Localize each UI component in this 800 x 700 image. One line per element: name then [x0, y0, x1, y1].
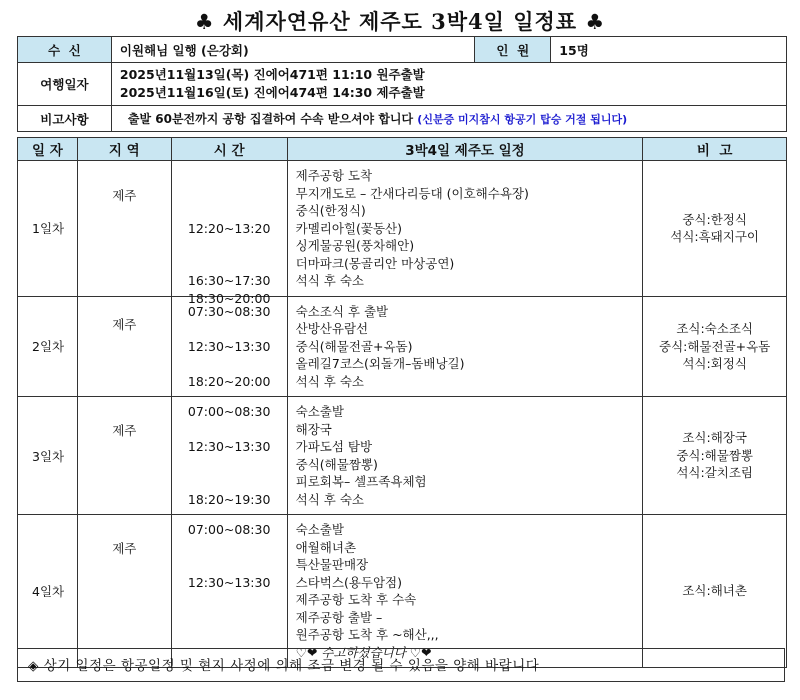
col-header-region: 지 역 [77, 138, 171, 161]
travel-line-return: 2025년11월16일(토) 진에어474편 14:30 제주출발 [119, 85, 425, 100]
people-value: 15명 [551, 37, 787, 63]
note-column [643, 397, 787, 515]
activity-line: 스타벅스(용두암점) [295, 574, 402, 590]
activity-line: 애월해녀촌 [295, 539, 357, 555]
activity-line: 중식(해물전골+옥돔) [295, 338, 413, 354]
time-line: 18:20~19:30 [187, 491, 271, 507]
note-line: 석식:갈치조림 [676, 465, 753, 481]
activity-line: 카멜리아힐(꽃동산) [295, 220, 402, 236]
time-line [180, 556, 279, 574]
remarks-cell [111, 106, 786, 132]
day-label: 3일차 [18, 397, 78, 515]
people-label: 인 원 [475, 37, 551, 63]
time-column [171, 296, 287, 397]
info-table [17, 36, 787, 132]
activity-line: 무지개도로 – 간새다리등대 (이호해수욕장) [295, 185, 529, 201]
time-column [171, 397, 287, 515]
col-header-note: 비 고 [643, 138, 787, 161]
note-line: 조식:해장국 [682, 430, 747, 446]
activity-column [287, 515, 643, 668]
activity-line: 숙소조식 후 출발 [295, 303, 389, 319]
travel-label: 여행일자 [18, 63, 112, 106]
time-line [180, 202, 279, 220]
table-row [18, 515, 787, 668]
remarks-text: 출발 60분전까지 공항 집결하여 수속 받으셔야 합니다 [127, 112, 414, 126]
time-line [180, 421, 279, 439]
activity-line: 싱게물공원(풍차해안) [295, 238, 415, 253]
activity-line: 중식(한정식) [295, 203, 366, 218]
time-line [180, 167, 279, 185]
time-column [171, 515, 287, 668]
time-line: 16:30~17:30 [187, 273, 271, 288]
time-line: 07:30~08:30 [187, 303, 271, 319]
time-line: 18:30~20:00 [187, 290, 271, 306]
travel-dates [111, 63, 786, 106]
activity-line: ♡❤ 수고하셨습니다 ♡❤ [295, 644, 432, 660]
activity-line: 더마파크(몽골리안 마상공연) [295, 255, 455, 271]
activity-line: 제주공항 도착 후 수속 [295, 592, 417, 607]
footer-notice: ◈ 상기 일정은 항공일정 및 현지 사정에 의해 조금 변경 될 수 있음을 양해 바랍니다 [17, 648, 785, 682]
time-line: 12:30~13:30 [187, 439, 271, 454]
time-line: 18:20~20:00 [187, 373, 271, 389]
activity-line: 숙소출발 [295, 522, 344, 537]
time-line [180, 237, 279, 255]
activity-line: 석식 후 숙소 [295, 373, 364, 389]
region-label: 제주 [77, 515, 171, 668]
activity-column [287, 296, 643, 397]
time-line: 07:00~08:30 [187, 522, 271, 537]
region-label: 제주 [77, 161, 171, 297]
activity-line: 원주공항 도착 후 ~해산,,, [295, 627, 439, 642]
col-header-schedule: 3박4일 제주도 일정 [287, 138, 643, 161]
note-line: 조식:해녀촌 [682, 583, 747, 599]
col-header-time: 시 간 [171, 138, 287, 161]
col-header-day: 일 자 [18, 138, 78, 161]
remarks-label: 비고사항 [18, 106, 112, 132]
day-label: 2일차 [18, 296, 78, 397]
recipient-value: 이원해님 일행 (은강회) [111, 37, 474, 63]
travel-line-outbound: 2025년11월13일(목) 진에어471편 11:10 원주출발 [119, 67, 425, 82]
activity-line: 올레길7코스(외돌개–돔배낭길) [295, 356, 465, 371]
note-line: 조식:숙소조식 [676, 321, 753, 336]
time-line [180, 255, 279, 273]
recipient-label: 수 신 [18, 37, 112, 63]
note-line: 중식:해물짬뽕 [676, 447, 753, 463]
note-line: 중식:해물전골+옥돔 [659, 338, 771, 354]
region-label: 제주 [77, 296, 171, 397]
schedule-table [17, 137, 787, 668]
time-line: 12:30~13:30 [187, 574, 271, 590]
note-column [643, 515, 787, 668]
activity-column [287, 161, 643, 297]
activity-line: 제주공항 출발 – [295, 609, 383, 625]
activity-column [287, 397, 643, 515]
note-column [643, 296, 787, 397]
note-column [643, 161, 787, 297]
activity-line: 해장국 [295, 421, 332, 437]
time-line: 12:20~13:20 [187, 220, 271, 236]
time-column [171, 161, 287, 306]
activity-line: 제주공항 도착 [295, 168, 373, 183]
table-row [18, 296, 787, 397]
time-line [180, 320, 279, 338]
time-line [180, 355, 279, 373]
page-title: ♣ 세계자연유산 제주도 3박4일 일정표 ♣ [194, 9, 606, 34]
activity-line: 중식(해물짬뽕) [295, 456, 378, 472]
time-line [180, 456, 279, 474]
time-line [180, 185, 279, 203]
time-line: 12:30~13:30 [187, 338, 271, 354]
remarks-notice: (신분증 미지참시 항공기 탑승 거절 됩니다) [417, 113, 628, 126]
time-line: 07:00~08:30 [187, 404, 271, 419]
activity-line: 석식 후 숙소 [295, 491, 364, 507]
activity-line: 특산물판매장 [295, 557, 369, 572]
activity-line: 숙소출발 [295, 404, 344, 419]
note-line: 석식:회정식 [682, 356, 747, 371]
activity-line: 피로회복– 셀프족욕체험 [295, 474, 427, 489]
note-line: 중식:한정식 [682, 211, 747, 227]
table-row [18, 397, 787, 515]
activity-line: 산방산유람선 [295, 321, 369, 336]
day-label: 4일차 [18, 515, 78, 668]
region-label: 제주 [77, 397, 171, 515]
note-line: 석식:흑돼지구이 [670, 229, 760, 245]
table-row [18, 161, 787, 297]
activity-line: 가파도섬 탐방 [295, 439, 373, 454]
time-line [180, 539, 279, 557]
time-line [180, 473, 279, 491]
day-label: 1일차 [18, 161, 78, 297]
activity-line: 석식 후 숙소 [295, 273, 364, 288]
